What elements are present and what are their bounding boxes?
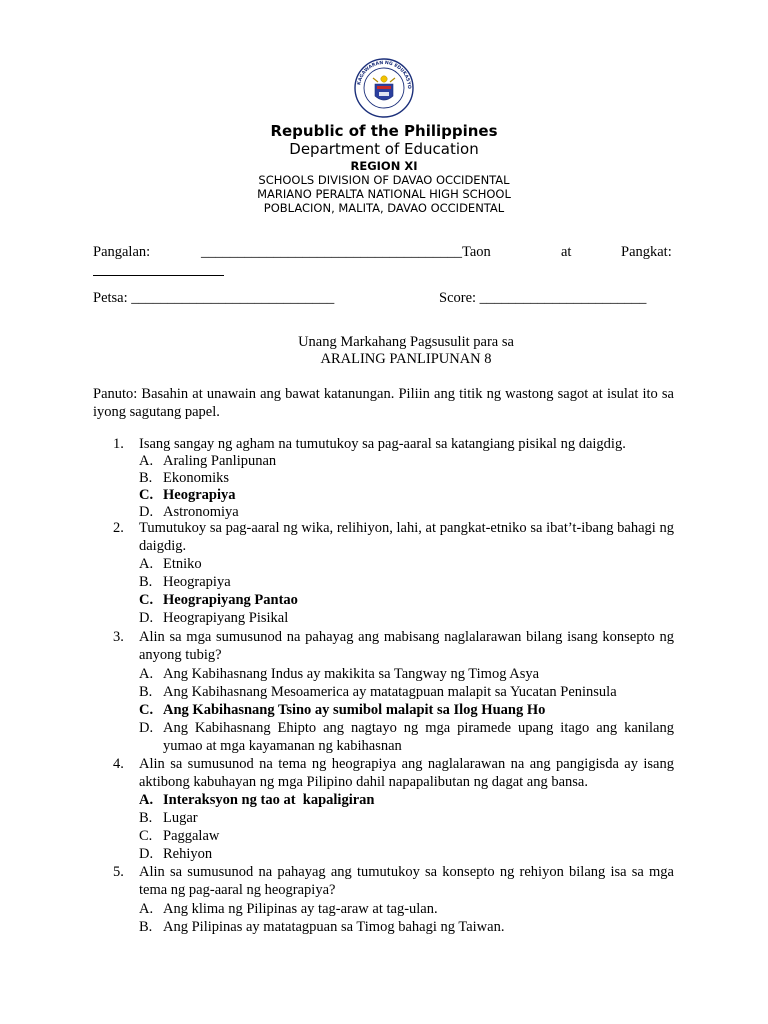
score-field: Score: _______________________ bbox=[439, 290, 647, 306]
option-text: Heograpiyang Pisikal bbox=[163, 610, 289, 626]
question-text: Alin sa sumusunod na pahayag ang tumutukoy sa konsepto ng rehiyon bilang isa sa mga tema ng pag-aaral ng heograpiya? bbox=[139, 864, 674, 898]
header-republic: Republic of the Philippines bbox=[270, 122, 498, 140]
option-text-answer: Heograpiya bbox=[163, 487, 236, 503]
option-letter: C. bbox=[139, 828, 153, 844]
option-letter: B. bbox=[139, 684, 153, 700]
exam-title-line1: Unang Markahang Pagsusulit para sa bbox=[298, 334, 514, 350]
seal-text: KAGAWARAN NG EDUKASYO bbox=[357, 60, 412, 89]
option-text-answer: Heograpiyang Pantao bbox=[163, 592, 298, 608]
option-letter: B. bbox=[139, 470, 153, 486]
option-text: Paggalaw bbox=[163, 828, 220, 844]
header-division: SCHOOLS DIVISION OF DAVAO OCCIDENTAL bbox=[258, 173, 510, 187]
option-text: Ang Kabihasnang Indus ay makikita sa Tangway ng Timog Asya bbox=[163, 666, 540, 682]
option-letter-answer: A. bbox=[139, 792, 154, 808]
date-field: Petsa: ____________________________ bbox=[93, 290, 335, 306]
option-letter: A. bbox=[139, 666, 154, 682]
option-text: Lugar bbox=[163, 810, 198, 826]
option-text: Astronomiya bbox=[163, 504, 239, 520]
option-letter: D. bbox=[139, 610, 154, 626]
deped-seal-logo bbox=[349, 58, 419, 118]
option-text: Ang Kabihasnang Mesoamerica ay matatagpuan malapit sa Yucatan Peninsula bbox=[163, 684, 617, 700]
option-letter: D. bbox=[139, 720, 154, 736]
option-text: Heograpiya bbox=[163, 574, 231, 590]
section-underline bbox=[93, 275, 224, 276]
header-department: Department of Education bbox=[289, 140, 479, 158]
question-number: 2. bbox=[113, 520, 124, 536]
instructions: Panuto: Basahin at unawain ang bawat katanungan. Piliin ang titik ng wastong sagot at isulat ito sa iyong sagutang papel. bbox=[93, 386, 674, 420]
question-text: Isang sangay ng agham na tumutukoy sa pag-aaral sa katangiang pisikal ng daigdig. bbox=[139, 436, 626, 452]
option-letter: B. bbox=[139, 574, 153, 590]
option-letter: D. bbox=[139, 846, 154, 862]
option-text: Etniko bbox=[163, 556, 202, 572]
option-letter-answer: C. bbox=[139, 592, 154, 608]
question-number: 3. bbox=[113, 629, 124, 645]
name-line: ____________________________________Taon bbox=[201, 244, 491, 260]
section-label: Pangkat: bbox=[621, 244, 672, 260]
question-text: Tumutukoy sa pag-aaral ng wika, relihiyon, lahi, at pangkat-etniko sa ibat’t-ibang bahagi ng daigdig. bbox=[139, 520, 674, 554]
option-text-answer: Ang Kabihasnang Tsino ay sumibol malapit sa Ilog Huang Ho bbox=[163, 702, 546, 718]
option-text-answer: Interaksyon ng tao at kapaligiran bbox=[163, 792, 375, 808]
question-text: Alin sa mga sumusunod na pahayag ang mabisang naglalarawan bilang isang konsepto ng anyong tubig? bbox=[139, 629, 674, 663]
option-letter: B. bbox=[139, 919, 153, 935]
header-school: MARIANO PERALTA NATIONAL HIGH SCHOOL bbox=[257, 187, 511, 201]
header-region: REGION XI bbox=[350, 159, 418, 173]
header-address: POBLACION, MALITA, DAVAO OCCIDENTAL bbox=[263, 201, 505, 215]
question-number: 5. bbox=[113, 864, 124, 880]
question-text: Alin sa sumusunod na tema ng heograpiya ang naglalarawan na ang pangigisda ay isang aktibong kabuhayan ng mga Pilipino dahil napapalibutan ng dagat ang bansa. bbox=[139, 756, 674, 790]
option-letter-answer: C. bbox=[139, 487, 154, 503]
option-text: Araling Panlipunan bbox=[163, 453, 277, 469]
option-text: Rehiyon bbox=[163, 846, 213, 862]
option-letter: A. bbox=[139, 556, 154, 572]
option-text: Ang Pilipinas ay matatagpuan sa Timog bahagi ng Taiwan. bbox=[163, 919, 505, 935]
option-letter-answer: C. bbox=[139, 702, 154, 718]
option-text: Ekonomiks bbox=[163, 470, 230, 486]
option-letter: B. bbox=[139, 810, 153, 826]
option-letter: D. bbox=[139, 504, 154, 520]
question-number: 4. bbox=[113, 756, 124, 772]
exam-title-line2: ARALING PANLIPUNAN 8 bbox=[320, 351, 492, 367]
option-text: Ang klima ng Pilipinas ay tag-araw at tag-ulan. bbox=[163, 901, 438, 917]
option-letter: A. bbox=[139, 901, 154, 917]
question-number: 1. bbox=[113, 436, 124, 452]
at-label: at bbox=[561, 244, 572, 260]
name-label: Pangalan: bbox=[93, 244, 151, 260]
option-letter: A. bbox=[139, 453, 154, 469]
option-text: Ang Kabihasnang Ehipto ang nagtayo ng mga piramede upang itago ang kanilang yumao at mga kayamanan ng kabihasnan bbox=[163, 720, 674, 754]
